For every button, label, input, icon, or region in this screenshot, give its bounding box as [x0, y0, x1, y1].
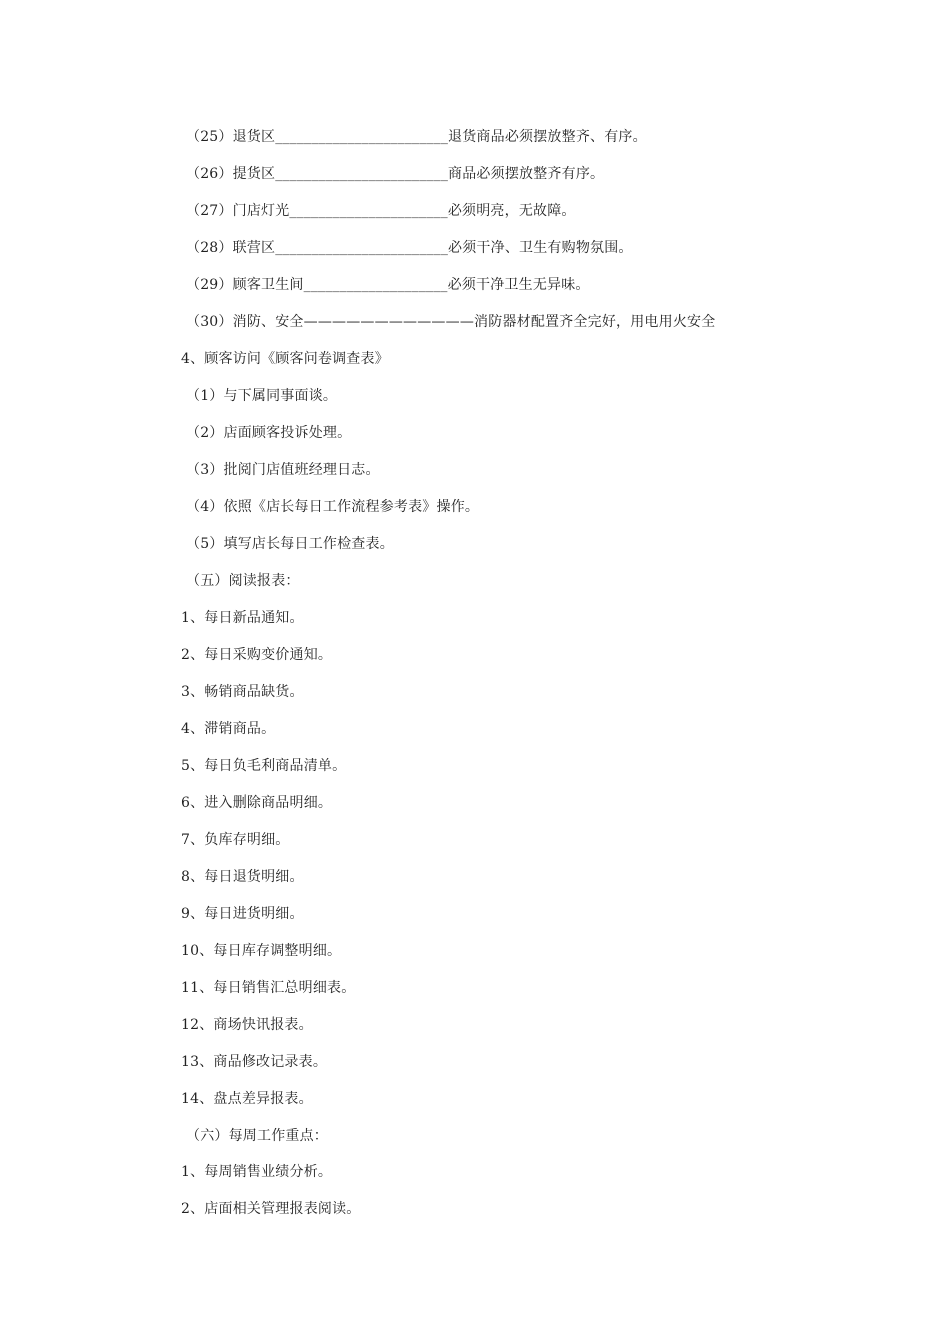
report-item-9: 9、每日进货明细。	[181, 906, 304, 922]
report-item-11: 11、每日销售汇总明细表。	[181, 980, 356, 996]
report-item-1: 1、每日新品通知。	[181, 610, 304, 626]
item-29-customer-restroom: （29）顾客卫生间____________________必须干净卫生无异味。	[186, 277, 590, 293]
sub-item-2: （2）店面顾客投诉处理。	[186, 425, 352, 441]
sub-item-3: （3）批阅门店值班经理日志。	[186, 462, 380, 478]
item-30-fire-safety: （30）消防、安全————————————消防器材配置齐全完好，用电用火安全	[186, 314, 716, 330]
report-item-14: 14、盘点差异报表。	[181, 1091, 313, 1107]
report-item-7: 7、负库存明细。	[181, 832, 290, 848]
sub-item-4: （4）依照《店长每日工作流程参考表》操作。	[186, 499, 480, 515]
sub-item-1: （1）与下属同事面谈。	[186, 388, 338, 404]
section-heading-weekly-focus: （六）每周工作重点：	[186, 1128, 328, 1144]
report-item-12: 12、商场快讯报表。	[181, 1017, 313, 1033]
report-item-4: 4、滞销商品。	[181, 721, 276, 737]
item-25-return-area: （25）退货区________________________退货商品必须摆放整齐、有序。	[186, 129, 647, 145]
item-26-pickup-area: （26）提货区________________________商品必须摆放整齐有序。	[186, 166, 605, 182]
report-item-2: 2、每日采购变价通知。	[181, 647, 333, 663]
item-27-store-lighting: （27）门店灯光______________________必须明亮，无故障。	[186, 203, 576, 219]
report-item-6: 6、进入删除商品明细。	[181, 795, 333, 811]
report-item-5: 5、每日负毛利商品清单。	[181, 758, 347, 774]
report-item-10: 10、每日库存调整明细。	[181, 943, 342, 959]
item-28-joint-operation-area: （28）联营区________________________必须干净、卫生有购物氛围。	[186, 240, 633, 256]
weekly-item-2: 2、店面相关管理报表阅读。	[181, 1201, 361, 1217]
section-heading-read-reports: （五）阅读报表：	[186, 573, 300, 589]
sub-item-5: （5）填写店长每日工作检查表。	[186, 536, 394, 552]
report-item-8: 8、每日退货明细。	[181, 869, 304, 885]
section-4-customer-visit: 4、顾客访问《顾客问卷调查表》	[181, 351, 389, 367]
report-item-13: 13、商品修改记录表。	[181, 1054, 328, 1070]
report-item-3: 3、畅销商品缺货。	[181, 684, 304, 700]
weekly-item-1: 1、每周销售业绩分析。	[181, 1164, 333, 1180]
